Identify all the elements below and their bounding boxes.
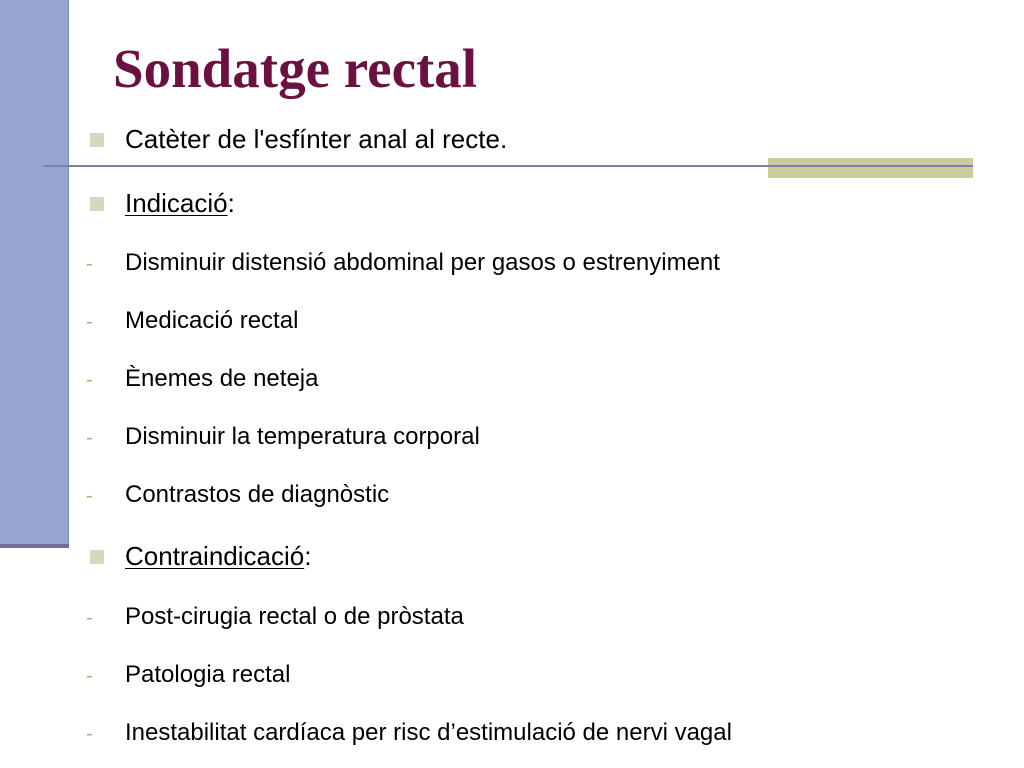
contraindication-item [0, 661, 1024, 691]
dash-bullet-icon: - [86, 607, 93, 629]
bullet-text: Catèter de l'esfínter anal al recte. [125, 124, 508, 154]
contraindication-text: Patologia rectal [125, 661, 291, 688]
bullet-heading [125, 188, 235, 218]
indication-text: Disminuir la temperatura corporal [125, 423, 480, 450]
heading-colon: : [227, 188, 235, 218]
indication-text: Contrastos de diagnòstic [125, 481, 390, 508]
indication-item [0, 481, 1024, 511]
indication-text: Medicació rectal [125, 307, 299, 334]
accent-band [768, 158, 973, 178]
contraindication-item [0, 719, 1024, 749]
heading-colon: : [304, 541, 312, 571]
bullet-definition [0, 124, 1024, 156]
bullet-heading [125, 541, 311, 571]
square-bullet-icon [90, 550, 104, 564]
square-bullet-icon [90, 197, 104, 211]
bullet-indications-heading [0, 188, 1024, 220]
indication-text: Ènemes de neteja [125, 365, 319, 392]
bullet-contraindications-heading [0, 541, 1024, 573]
dash-bullet-icon: - [86, 485, 93, 507]
indication-item [0, 307, 1024, 337]
accent-band-line [768, 165, 973, 167]
dash-bullet-icon: - [86, 311, 93, 333]
dash-bullet-icon: - [86, 369, 93, 391]
contraindication-item [0, 603, 1024, 633]
dash-bullet-icon: - [86, 427, 93, 449]
heading-text: Contraindicació [125, 541, 305, 571]
indication-text: Disminuir distensió abdominal per gasos o estrenyiment [125, 249, 720, 276]
square-bullet-icon [90, 133, 104, 147]
indication-item [0, 365, 1024, 395]
indication-item [0, 423, 1024, 453]
slide-title: Sondatge rectal [113, 38, 478, 99]
heading-text: Indicació [125, 188, 228, 218]
indication-item [0, 249, 1024, 279]
dash-bullet-icon: - [86, 723, 93, 745]
contraindication-text: Inestabilitat cardíaca per risc d’estimulació de nervi vagal [125, 719, 732, 746]
contraindication-text: Post-cirugia rectal o de pròstata [125, 603, 464, 630]
dash-bullet-icon: - [86, 665, 93, 687]
dash-bullet-icon: - [86, 253, 93, 275]
